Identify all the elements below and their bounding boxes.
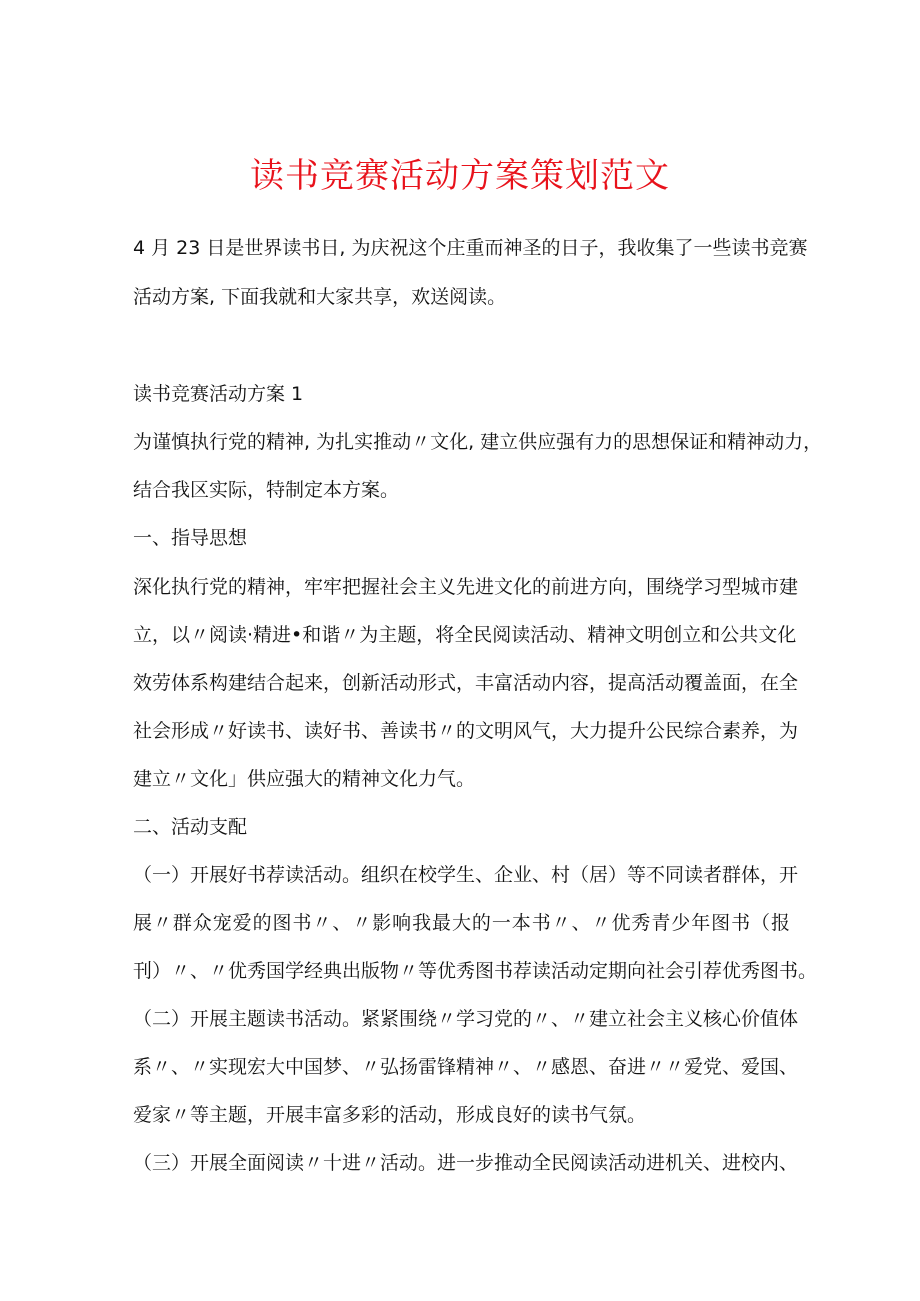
heading-activity-arrangement: 二、活动支配 xyxy=(133,816,248,838)
item3-line: （三）开展全面阅读〃十进〃活动。进一步推动全民阅读活动进机关、进校内、 xyxy=(133,1152,799,1174)
intro-line: 活动方案, 下面我就和大家共享，欢送阅读。 xyxy=(133,286,507,308)
item1-line: 展〃群众宠爱的图书〃、〃影响我最大的一本书〃、〃优秀青少年图书（报 xyxy=(133,912,790,934)
item2-line: （二）开展主题读书活动。紧紧围绕〃学习党的〃、〃建立社会主义核心价值体 xyxy=(133,1008,799,1030)
guiding-line: 建立〃文化」供应强大的精神文化力气。 xyxy=(133,768,476,790)
guiding-line: 效劳体系构建结合起来，创新活动形式，丰富活动内容，提高活动覆盖面，在全 xyxy=(133,672,799,694)
section-title: 读书竞赛活动方案 1 xyxy=(133,383,304,405)
purpose-line: 为谨慎执行党的精神, 为扎实推动〃文化, 建立供应强有力的思想保证和精神动力， xyxy=(133,431,823,453)
intro-line: 4 月 23 日是世界读书日, 为庆祝这个庄重而神圣的日子，我收集了一些读书竞赛 xyxy=(133,237,808,259)
purpose-line: 结合我区实际，特制定本方案。 xyxy=(133,479,400,501)
guiding-line: 社会形成〃好读书、读好书、善读书〃的文明风气，大力提升公民综合素养，为 xyxy=(133,720,799,742)
document-title: 读书竞赛活动方案策划范文 xyxy=(250,156,670,196)
heading-guiding-thought: 一、指导思想 xyxy=(133,527,248,549)
item2-line: 爱家〃等主题，开展丰富多彩的活动，形成良好的读书气氛。 xyxy=(133,1104,647,1126)
item2-line: 系〃、〃实现宏大中国梦、〃弘扬雷锋精神〃、〃感恩、奋进〃〃爱党、爱国、 xyxy=(133,1056,799,1078)
item1-line: 刊）〃、〃优秀国学经典出版物〃等优秀图书荐读活动定期向社会引荐优秀图书。 xyxy=(133,960,818,982)
guiding-line: 立，以〃阅读·精进•和谐〃为主题，将全民阅读活动、精神文明创立和公共文化 xyxy=(133,624,797,646)
guiding-line: 深化执行党的精神，牢牢把握社会主义先进文化的前进方向，围绕学习型城市建 xyxy=(133,576,799,598)
item1-line: （一）开展好书荐读活动。组织在校学生、企业、村（居）等不同读者群体，开 xyxy=(133,864,799,886)
